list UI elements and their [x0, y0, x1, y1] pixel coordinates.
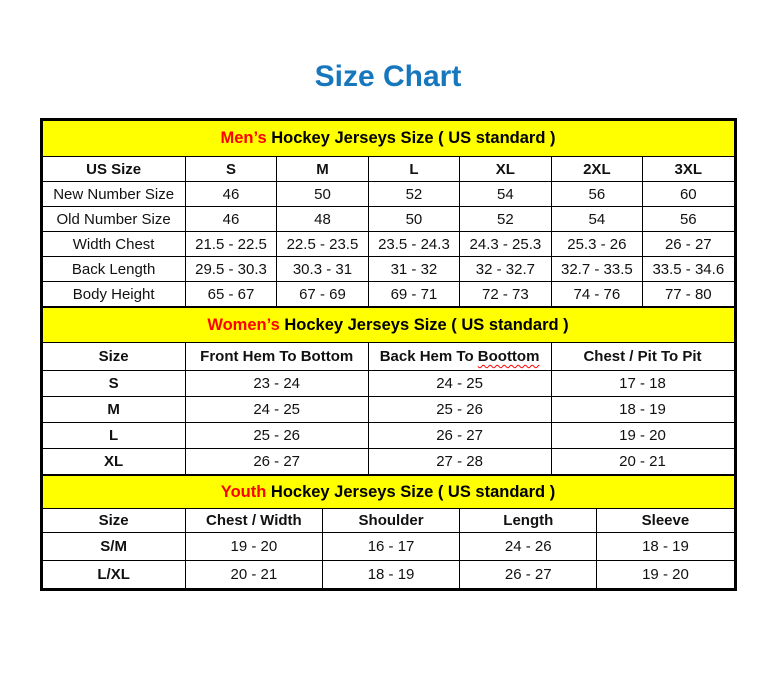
cell: 32 - 32.7 [460, 257, 551, 282]
cell: 24.3 - 25.3 [460, 232, 551, 257]
cell: 21.5 - 22.5 [185, 232, 276, 257]
table-row [42, 257, 734, 282]
column-header-row-womens [42, 343, 734, 371]
cell: 46 [185, 207, 276, 232]
cell: 20 - 21 [185, 561, 322, 589]
cell: 19 - 20 [551, 423, 734, 449]
cell: 54 [551, 207, 642, 232]
row-label: S [42, 371, 185, 397]
cell: 60 [643, 182, 734, 207]
table-row [42, 533, 734, 561]
cell: 26 - 27 [185, 449, 368, 475]
row-label: New Number Size [42, 182, 185, 207]
youth-size-table [42, 475, 735, 589]
misspelled-word: Boottom [477, 348, 540, 365]
column-header-row-youth [42, 509, 734, 533]
row-label: L [42, 423, 185, 449]
page-title: Size Chart [314, 60, 462, 93]
row-label: Old Number Size [42, 207, 185, 232]
row-label: Back Length [42, 257, 185, 282]
cell: 25.3 - 26 [551, 232, 642, 257]
row-label: S/M [42, 533, 185, 561]
column-header: Chest / Pit To Pit [551, 343, 734, 371]
cell: 48 [277, 207, 368, 232]
cell: 32.7 - 33.5 [551, 257, 642, 282]
cell: 33.5 - 34.6 [643, 257, 734, 282]
cell: 77 - 80 [643, 282, 734, 307]
cell: 17 - 18 [551, 371, 734, 397]
row-label: L/XL [42, 561, 185, 589]
cell: 50 [368, 207, 459, 232]
column-header: M [277, 157, 368, 182]
column-header: Size [42, 509, 185, 533]
table-row [42, 207, 734, 232]
cell: 56 [551, 182, 642, 207]
column-header: Size [42, 343, 185, 371]
cell: 24 - 26 [460, 533, 597, 561]
cell: 54 [460, 182, 551, 207]
cell: 16 - 17 [322, 533, 459, 561]
table-row [42, 423, 734, 449]
section-header-row-youth [42, 476, 734, 509]
column-header: Chest / Width [185, 509, 322, 533]
table-row [42, 182, 734, 207]
table-row [42, 397, 734, 423]
section-highlight-womens: Women’s [207, 315, 280, 334]
cell: 69 - 71 [368, 282, 459, 307]
size-chart-tables [40, 118, 737, 591]
cell: 19 - 20 [185, 533, 322, 561]
cell: 18 - 19 [551, 397, 734, 423]
cell: 31 - 32 [368, 257, 459, 282]
cell: 26 - 27 [368, 423, 551, 449]
row-label: Body Height [42, 282, 185, 307]
row-label: Width Chest [42, 232, 185, 257]
column-header: XL [460, 157, 551, 182]
cell: 46 [185, 182, 276, 207]
cell: 26 - 27 [643, 232, 734, 257]
cell: 65 - 67 [185, 282, 276, 307]
cell: 18 - 19 [597, 533, 734, 561]
column-header: 2XL [551, 157, 642, 182]
cell: 18 - 19 [322, 561, 459, 589]
cell: 72 - 73 [460, 282, 551, 307]
cell: 23 - 24 [185, 371, 368, 397]
column-header-row-mens [42, 157, 734, 182]
section-highlight-youth: Youth [220, 482, 267, 501]
cell: 24 - 25 [368, 371, 551, 397]
section-header-row-mens [42, 121, 734, 157]
cell: 25 - 26 [368, 397, 551, 423]
row-label: M [42, 397, 185, 423]
cell: 26 - 27 [460, 561, 597, 589]
table-row [42, 449, 734, 475]
column-header: Length [460, 509, 597, 533]
section-header-youth: Youth Hockey Jerseys Size ( US standard ) [42, 476, 734, 509]
column-header: 3XL [643, 157, 734, 182]
cell: 52 [368, 182, 459, 207]
row-label: XL [42, 449, 185, 475]
cell: 23.5 - 24.3 [368, 232, 459, 257]
cell: 25 - 26 [185, 423, 368, 449]
column-header: Shoulder [322, 509, 459, 533]
column-header: Sleeve [597, 509, 734, 533]
column-header: S [185, 157, 276, 182]
table-row [42, 371, 734, 397]
column-header: Back Hem To Boottom [368, 343, 551, 371]
cell: 50 [277, 182, 368, 207]
cell: 19 - 20 [597, 561, 734, 589]
section-header-womens: Women’s Hockey Jerseys Size ( US standard ) [42, 308, 734, 343]
column-header: L [368, 157, 459, 182]
column-header: Front Hem To Bottom [185, 343, 368, 371]
cell: 52 [460, 207, 551, 232]
womens-size-table [42, 307, 735, 475]
cell: 20 - 21 [551, 449, 734, 475]
column-header: US Size [42, 157, 185, 182]
cell: 56 [643, 207, 734, 232]
cell: 67 - 69 [277, 282, 368, 307]
cell: 74 - 76 [551, 282, 642, 307]
mens-size-table [42, 120, 735, 307]
section-header-row-womens [42, 308, 734, 343]
section-highlight-mens: Men’s [220, 129, 267, 147]
cell: 30.3 - 31 [277, 257, 368, 282]
table-row [42, 561, 734, 589]
table-row [42, 232, 734, 257]
table-row [42, 282, 734, 307]
cell: 29.5 - 30.3 [185, 257, 276, 282]
cell: 27 - 28 [368, 449, 551, 475]
cell: 22.5 - 23.5 [277, 232, 368, 257]
section-header-mens: Men’s Hockey Jerseys Size ( US standard ) [42, 121, 734, 157]
cell: 24 - 25 [185, 397, 368, 423]
